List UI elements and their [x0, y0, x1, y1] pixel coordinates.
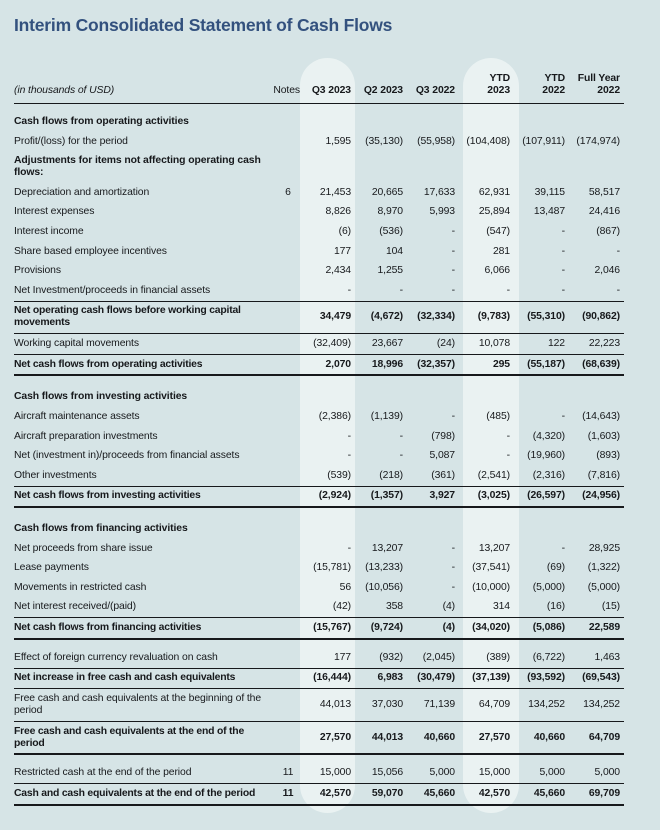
- value-cell: 71,139: [423, 699, 455, 711]
- value-cell: 39,115: [534, 186, 565, 198]
- value-cell: -: [451, 542, 455, 554]
- value-cell: (32,357): [417, 358, 455, 370]
- row-label: Cash flows from operating activities: [14, 116, 189, 127]
- table-row: [14, 281, 624, 301]
- row-label: Aircraft maintenance assets: [14, 410, 140, 422]
- value-cell: 6,066: [484, 265, 510, 277]
- table-row: [14, 151, 624, 183]
- row-label: Net operating cash flows before working capital movements: [14, 305, 241, 329]
- column-header-line: Full Year: [577, 73, 620, 84]
- value-cell: 23,667: [371, 337, 403, 349]
- table-row: [14, 132, 624, 152]
- value-cell: 69,709: [588, 788, 620, 800]
- value-cell: 40,660: [533, 731, 565, 743]
- value-cell: (34,020): [472, 622, 510, 634]
- value-cell: (5,000): [587, 581, 620, 593]
- value-cell: (2,541): [477, 469, 510, 481]
- value-cell: -: [347, 542, 351, 554]
- table-row: [14, 508, 624, 539]
- value-cell: 24,416: [588, 206, 620, 218]
- value-cell: -: [347, 284, 351, 296]
- value-cell: (7,816): [587, 469, 620, 481]
- value-cell: (10,056): [365, 581, 403, 593]
- value-cell: 27,570: [319, 731, 351, 743]
- table-row: [14, 466, 624, 486]
- value-cell: 134,252: [583, 699, 620, 711]
- row-label: Adjustments for items not affecting operating cash flows:: [14, 155, 261, 179]
- row-label: Movements in restricted cash: [14, 581, 147, 593]
- value-cell: -: [451, 245, 455, 257]
- value-cell: 42,570: [478, 788, 510, 800]
- table-row: [14, 669, 624, 690]
- value-cell: (68,639): [582, 358, 620, 370]
- table-row: [14, 261, 624, 281]
- column-header-line: YTD: [489, 73, 510, 84]
- row-label: Cash and cash equivalents at the end of the period: [14, 788, 256, 800]
- value-cell: (539): [327, 469, 351, 481]
- value-cell: 18,996: [371, 358, 403, 370]
- value-cell: -: [451, 410, 455, 422]
- value-cell: 5,000: [594, 767, 620, 779]
- value-cell: 358: [385, 601, 403, 613]
- value-cell: -: [451, 562, 455, 574]
- row-label: Net interest received/(paid): [14, 601, 136, 613]
- value-cell: 17,633: [423, 186, 455, 198]
- table-row: [14, 784, 624, 806]
- value-cell: 122: [547, 337, 565, 349]
- value-cell: 56: [339, 581, 351, 593]
- value-cell: (798): [431, 430, 455, 442]
- row-label: Depreciation and amortization: [14, 186, 150, 198]
- value-cell: -: [399, 284, 403, 296]
- value-cell: (37,139): [472, 672, 510, 684]
- row-label: Provisions: [14, 265, 61, 277]
- value-cell: (547): [486, 225, 510, 237]
- value-cell: -: [347, 430, 351, 442]
- column-header-notes: Notes: [273, 85, 300, 96]
- column-header-line: 2023: [487, 85, 510, 96]
- value-cell: (55,958): [417, 135, 455, 147]
- value-cell: -: [506, 450, 510, 462]
- value-cell: (69): [546, 562, 565, 574]
- value-cell: (389): [486, 651, 510, 663]
- value-cell: 58,517: [588, 186, 620, 198]
- value-cell: 281: [492, 245, 510, 257]
- value-cell: -: [561, 410, 565, 422]
- value-cell: 40,660: [423, 731, 455, 743]
- value-cell: 134,252: [528, 699, 565, 711]
- row-label: Lease payments: [14, 562, 89, 574]
- value-cell: -: [451, 581, 455, 593]
- column-header-ytd-2023: [459, 73, 514, 97]
- value-cell: (9,783): [477, 311, 510, 323]
- value-cell: (104,408): [466, 135, 510, 147]
- row-label: Free cash and cash equivalents at the end of the period: [14, 725, 245, 749]
- value-cell: (6,722): [532, 651, 565, 663]
- value-cell: (24,956): [582, 490, 620, 502]
- note-cell: 6: [285, 186, 291, 198]
- row-label: Net proceeds from share issue: [14, 542, 153, 554]
- value-cell: 59,070: [371, 788, 403, 800]
- value-cell: (536): [379, 225, 403, 237]
- value-cell: -: [451, 284, 455, 296]
- row-label: Effect of foreign currency revaluation on cash: [14, 651, 218, 663]
- value-cell: 5,993: [429, 206, 455, 218]
- value-cell: (69,543): [582, 672, 620, 684]
- value-cell: (4,672): [370, 311, 403, 323]
- column-header-q2-2023: [355, 85, 407, 97]
- value-cell: (2,924): [318, 490, 351, 502]
- column-header-line: Q3 2023: [311, 85, 351, 96]
- value-cell: -: [561, 225, 565, 237]
- unit-label: (in thousands of USD): [14, 85, 115, 96]
- value-cell: 37,030: [371, 699, 403, 711]
- value-cell: 5,000: [539, 767, 565, 779]
- table-row: [14, 722, 624, 756]
- value-cell: 13,207: [478, 542, 510, 554]
- value-cell: (1,139): [370, 410, 403, 422]
- value-cell: 45,660: [423, 788, 455, 800]
- value-cell: (15,767): [313, 622, 351, 634]
- value-cell: 8,826: [325, 206, 351, 218]
- table-row: [14, 334, 624, 355]
- row-label: Free cash and cash equivalents at the beginning of the period: [14, 693, 262, 717]
- column-header-line: Q2 2023: [363, 85, 403, 96]
- value-cell: (2,386): [318, 410, 351, 422]
- value-cell: -: [616, 284, 620, 296]
- value-cell: 62,931: [478, 186, 510, 198]
- value-cell: 2,070: [325, 358, 351, 370]
- value-cell: 295: [492, 358, 510, 370]
- table-row: [14, 578, 624, 598]
- value-cell: 5,087: [429, 450, 455, 462]
- value-cell: (90,862): [582, 311, 620, 323]
- value-cell: 15,000: [478, 767, 510, 779]
- value-cell: (2,045): [422, 651, 455, 663]
- value-cell: (1,603): [587, 430, 620, 442]
- table-row: [14, 183, 624, 203]
- value-cell: (4): [442, 622, 455, 634]
- value-cell: (30,479): [417, 672, 455, 684]
- value-cell: (932): [379, 651, 403, 663]
- value-cell: 13,207: [371, 542, 403, 554]
- value-cell: 10,078: [478, 337, 510, 349]
- table-row: [14, 242, 624, 262]
- value-cell: (15,781): [313, 562, 351, 574]
- value-cell: 20,665: [371, 186, 403, 198]
- value-cell: (485): [486, 410, 510, 422]
- value-cell: 2,434: [325, 265, 351, 277]
- row-label: Cash flows from financing activities: [14, 523, 188, 535]
- column-header-line: 2022: [597, 85, 620, 96]
- value-cell: -: [451, 265, 455, 277]
- value-cell: (32,334): [417, 311, 455, 323]
- column-header-line: 2022: [542, 85, 565, 96]
- table-row: [14, 376, 624, 407]
- value-cell: (2,316): [532, 469, 565, 481]
- value-cell: (1,357): [370, 490, 403, 502]
- value-cell: 6,983: [377, 672, 403, 684]
- value-cell: 64,709: [478, 699, 510, 711]
- value-cell: (10,000): [472, 581, 510, 593]
- table-row: [14, 203, 624, 223]
- value-cell: (14,643): [582, 410, 620, 422]
- row-label: Other investments: [14, 469, 97, 481]
- value-cell: 34,479: [319, 311, 351, 323]
- row-label: Net Investment/proceeds in financial assets: [14, 284, 211, 296]
- value-cell: 22,223: [588, 337, 620, 349]
- value-cell: (13,233): [365, 562, 403, 574]
- value-cell: -: [561, 542, 565, 554]
- table-row: [14, 104, 624, 132]
- column-header-full-year-2022: [569, 73, 624, 97]
- value-cell: -: [561, 245, 565, 257]
- value-cell: 25,894: [478, 206, 510, 218]
- value-cell: 177: [333, 245, 351, 257]
- table-row: [14, 407, 624, 427]
- row-label: Net (investment in)/proceeds from financial assets: [14, 450, 240, 462]
- note-cell: 11: [282, 767, 294, 779]
- value-cell: -: [399, 450, 403, 462]
- value-cell: 44,013: [319, 699, 351, 711]
- value-cell: (9,724): [370, 622, 403, 634]
- value-cell: 8,970: [377, 206, 403, 218]
- column-header-q3-2022: [407, 85, 459, 97]
- row-label: Share based employee incentives: [14, 245, 167, 257]
- value-cell: -: [399, 430, 403, 442]
- value-cell: 42,570: [319, 788, 351, 800]
- table-row: [14, 755, 624, 784]
- value-cell: 15,000: [319, 767, 351, 779]
- row-label: Net cash flows from financing activities: [14, 622, 202, 634]
- value-cell: (15): [601, 601, 620, 613]
- value-cell: (5,086): [532, 622, 565, 634]
- value-cell: (42): [332, 601, 351, 613]
- value-cell: (93,592): [527, 672, 565, 684]
- value-cell: (55,187): [527, 358, 565, 370]
- value-cell: (16): [546, 601, 565, 613]
- value-cell: (174,974): [576, 135, 620, 147]
- value-cell: 104: [385, 245, 403, 257]
- value-cell: (5,000): [532, 581, 565, 593]
- value-cell: 1,463: [594, 651, 620, 663]
- value-cell: 177: [333, 651, 351, 663]
- value-cell: 64,709: [588, 731, 620, 743]
- column-header-q3-2023: [304, 85, 355, 97]
- table-row: [14, 427, 624, 447]
- value-cell: (35,130): [365, 135, 403, 147]
- value-cell: 1,595: [325, 135, 351, 147]
- value-cell: (218): [379, 469, 403, 481]
- value-cell: (107,911): [522, 135, 565, 147]
- value-cell: 1,255: [377, 265, 403, 277]
- note-cell: 11: [282, 788, 294, 800]
- value-cell: -: [451, 225, 455, 237]
- value-cell: -: [347, 450, 351, 462]
- value-cell: 2,046: [594, 265, 620, 277]
- value-cell: (1,322): [587, 562, 620, 574]
- value-cell: -: [561, 284, 565, 296]
- value-cell: (361): [431, 469, 455, 481]
- value-cell: (26,597): [527, 490, 565, 502]
- column-header-line: Q3 2022: [415, 85, 455, 96]
- row-label: Restricted cash at the end of the period: [14, 767, 192, 779]
- table-header-row: [14, 37, 624, 104]
- value-cell: 27,570: [478, 731, 510, 743]
- value-cell: (16,444): [313, 672, 351, 684]
- value-cell: 28,925: [588, 542, 620, 554]
- value-cell: (893): [596, 450, 620, 462]
- value-cell: 22,589: [588, 622, 620, 634]
- value-cell: 44,013: [371, 731, 403, 743]
- value-cell: (24): [436, 337, 455, 349]
- value-cell: -: [616, 245, 620, 257]
- table-row: [14, 558, 624, 578]
- value-cell: 13,487: [533, 206, 565, 218]
- row-label: Working capital movements: [14, 337, 139, 349]
- table-body: [14, 104, 624, 806]
- value-cell: (4,320): [532, 430, 565, 442]
- value-cell: -: [506, 284, 510, 296]
- row-label: Aircraft preparation investments: [14, 430, 158, 442]
- row-label: Net cash flows from investing activities: [14, 490, 201, 502]
- value-cell: 5,000: [429, 767, 455, 779]
- row-label: Cash flows from investing activities: [14, 391, 188, 403]
- table-row: [14, 222, 624, 242]
- table-row: [14, 617, 624, 640]
- value-cell: (6): [338, 225, 351, 237]
- value-cell: (37,541): [472, 562, 510, 574]
- table-row: [14, 539, 624, 559]
- row-label: Net increase in free cash and cash equivalents: [14, 672, 236, 684]
- value-cell: 314: [492, 601, 510, 613]
- column-header-line: YTD: [544, 73, 565, 84]
- table-row: [14, 446, 624, 466]
- value-cell: 45,660: [533, 788, 565, 800]
- value-cell: (19,960): [527, 450, 565, 462]
- page-title: Interim Consolidated Statement of Cash Flows: [14, 15, 393, 35]
- value-cell: -: [561, 265, 565, 277]
- row-label: Net cash flows from operating activities: [14, 358, 203, 370]
- table-row: [14, 598, 624, 618]
- row-label: Profit/(loss) for the period: [14, 135, 128, 147]
- value-cell: (867): [596, 225, 620, 237]
- value-cell: 15,056: [371, 767, 403, 779]
- table-row: [14, 355, 624, 377]
- table-row: [14, 486, 624, 509]
- row-label: Interest expenses: [14, 206, 95, 218]
- value-cell: -: [506, 430, 510, 442]
- value-cell: (3,025): [477, 490, 510, 502]
- row-label: Interest income: [14, 225, 84, 237]
- value-cell: (4): [442, 601, 455, 613]
- table-row: [14, 640, 624, 669]
- table-row: [14, 301, 624, 335]
- value-cell: 3,927: [429, 490, 455, 502]
- value-cell: (32,409): [313, 337, 351, 349]
- value-cell: (55,310): [527, 311, 565, 323]
- column-header-ytd-2022: [514, 73, 569, 97]
- statement-table: [14, 37, 624, 806]
- table-row: [14, 689, 624, 722]
- value-cell: 21,453: [319, 186, 351, 198]
